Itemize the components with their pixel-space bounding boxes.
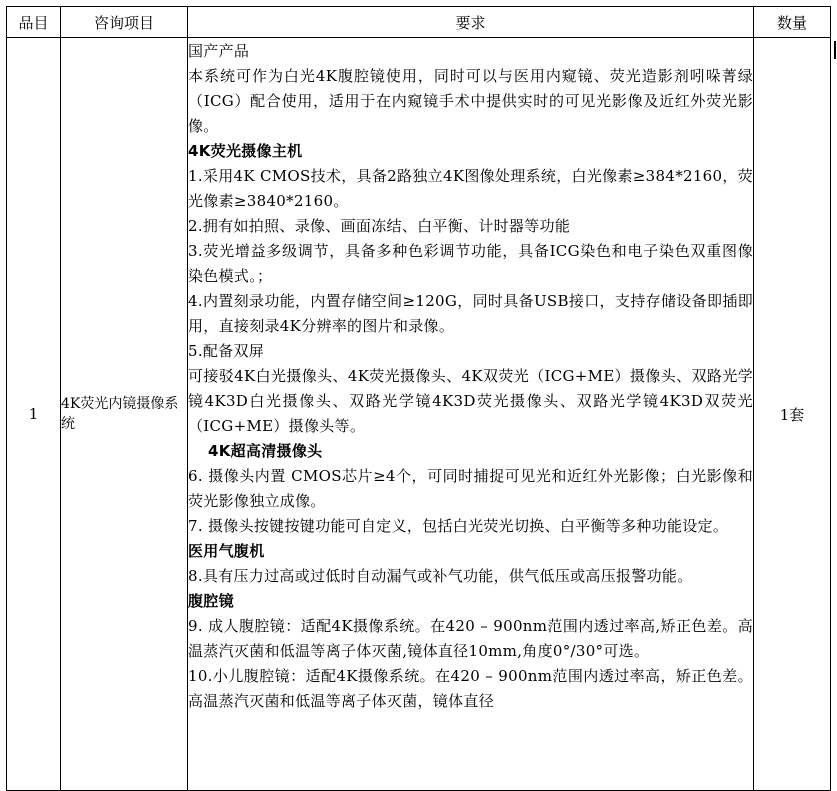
section-heading: 医用气腹机 bbox=[188, 542, 265, 560]
header-quantity: 数量 bbox=[754, 7, 831, 38]
requirement-text: 1.采用4K CMOS技术，具备2路独立4K图像处理系统，白光像素≥384*2160，荧光像素≥3840*2160。 bbox=[188, 167, 753, 210]
row-item: 4K荧光内镜摄像系统 bbox=[61, 38, 188, 791]
table-row bbox=[7, 38, 831, 791]
requirement-text: 8.具有压力过高或过低时自动漏气或补气功能，供气低压或高压报警功能。 bbox=[188, 567, 693, 585]
row-no: 1 bbox=[7, 38, 61, 791]
requirements-table bbox=[6, 6, 831, 791]
requirement-text: 9. 成人腹腔镜：适配4K摄像系统。在420 – 900nm范围内透过率高,矫正色差。高温蒸汽灭菌和低温等离子体灭菌,镜体直径10mm,角度0°/30°可选。 bbox=[188, 617, 753, 660]
section-heading: 4K超高清摄像头 bbox=[208, 442, 323, 460]
requirement-text: 可接驳4K白光摄像头、4K荧光摄像头、4K双荧光（ICG+ME）摄像头、双路光学镜4K3D白光摄像头、双路光学镜4K3D荧光摄像头、双路光学镜4K3D双荧光（ICG+ME）摄像头等。 bbox=[188, 367, 753, 435]
requirement-text: 4.内置刻录功能，内置存储空间≥120G，同时具备USB接口，支持存储设备即插即用，直接刻录4K分辨率的图片和录像。 bbox=[188, 292, 753, 335]
row-quantity: 1套 bbox=[754, 38, 831, 791]
header-no: 品目 bbox=[7, 7, 61, 38]
requirement-text: 7. 摄像头按键按键功能可自定义，包括白光荧光切换、白平衡等多种功能设定。 bbox=[188, 517, 729, 535]
requirement-text: 2.拥有如拍照、录像、画面冻结、白平衡、计时器等功能 bbox=[188, 217, 571, 235]
requirement-text: 6. 摄像头内置 CMOS芯片≥4个，可同时捕捉可见光和近红外光影像；白光影像和荧光影像独立成像。 bbox=[188, 467, 753, 510]
requirement-text: 本系统可作为白光4K腹腔镜使用，同时可以与医用内窥镜、荧光造影剂吲哚菁绿（ICG）配合使用，适用于在内窥镜手术中提供实时的可见光影像及近红外荧光影像。 bbox=[188, 67, 753, 135]
requirement-text: 5.配备双屏 bbox=[188, 342, 265, 360]
text-cursor bbox=[834, 41, 836, 59]
section-heading: 4K荧光摄像主机 bbox=[188, 142, 303, 160]
header-item: 咨询项目 bbox=[61, 7, 188, 38]
requirement-text: 10.小儿腹腔镜：适配4K摄像系统。在420 – 900nm范围内透过率高，矫正色差。高温蒸汽灭菌和低温等离子体灭菌，镜体直径 bbox=[188, 667, 753, 710]
row-requirements bbox=[188, 38, 754, 791]
table-header-row bbox=[7, 7, 831, 38]
header-requirements: 要求 bbox=[188, 7, 754, 38]
requirements-list bbox=[188, 39, 753, 789]
requirement-text: 3.荧光增益多级调节，具备多种色彩调节功能，具备ICG染色和电子染色双重图像染色模式。； bbox=[188, 242, 753, 285]
section-heading: 腹腔镜 bbox=[188, 592, 234, 610]
requirement-text: 国产产品 bbox=[188, 42, 250, 60]
